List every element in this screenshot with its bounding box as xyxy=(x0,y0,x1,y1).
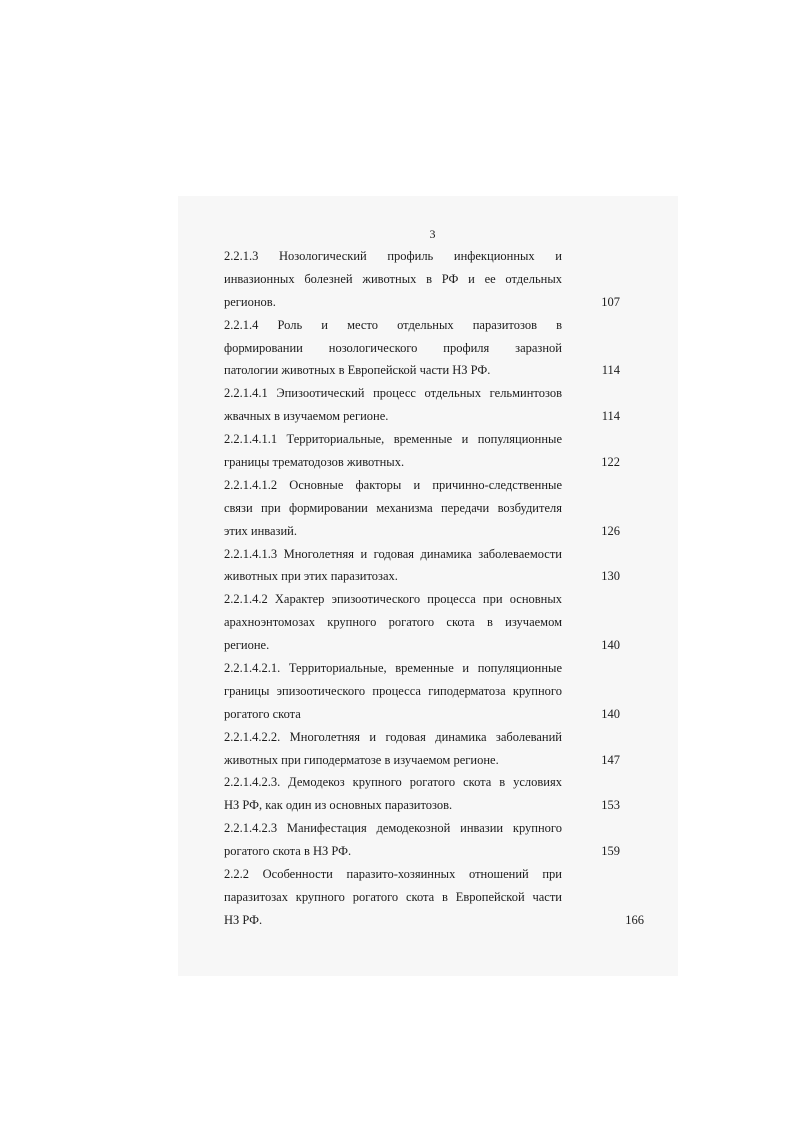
toc-entry xyxy=(224,817,624,863)
toc-entry-text-line: границы эпизоотического процесса гиподерматоза крупного xyxy=(224,683,562,698)
toc-entry-text-line: НЗ РФ, как один из основных паразитозов. xyxy=(224,798,453,813)
toc-entry-page: 140 xyxy=(601,706,620,721)
toc-entry-text-line: регионе. xyxy=(224,638,270,653)
toc-entry xyxy=(224,726,624,772)
toc-entry-page: 140 xyxy=(601,638,620,653)
toc-entry-text-line: 2.2.2 Особенности паразито-хозяинных отношений при xyxy=(224,867,562,882)
toc-entry-text-line: рогатого скота в НЗ РФ. xyxy=(224,844,352,859)
toc-entry xyxy=(224,474,624,543)
toc-entry-text-line: 2.2.1.4.1.2 Основные факторы и причинно-следственные xyxy=(224,477,562,492)
toc-entry xyxy=(224,657,624,726)
toc-entry-page: 166 xyxy=(625,912,644,927)
toc-entry-text-line: 2.2.1.3 Нозологический профиль инфекционных и xyxy=(224,249,562,263)
toc-entry xyxy=(224,314,624,383)
toc-entry-page: 114 xyxy=(601,409,620,424)
toc-entry-page: 126 xyxy=(601,523,620,538)
toc-entry xyxy=(224,588,624,657)
toc-entry-text-line: патологии животных в Европейской части НЗ РФ. xyxy=(224,363,491,378)
toc-entry-text-line: животных при гиподерматозе в изучаемом регионе. xyxy=(224,752,499,767)
toc-entry xyxy=(224,382,624,428)
toc-entry xyxy=(224,863,644,932)
toc-entry-page: 114 xyxy=(601,363,620,378)
toc-entry-text-line: арахноэнтомозах крупного рогатого скота в изучаемом xyxy=(224,615,562,630)
toc-entry-page: 153 xyxy=(601,798,620,813)
toc-entry-text-line: 2.2.1.4 Роль и место отдельных паразитозов в xyxy=(224,317,562,332)
toc-entry-text-line: формировании нозологического профиля заразной xyxy=(224,340,562,355)
toc-entry-text-line: 2.2.1.4.1 Эпизоотический процесс отдельных гельминтозов xyxy=(224,386,562,401)
table-of-contents xyxy=(224,245,644,932)
toc-entry-text-line: 2.2.1.4.1.1 Территориальные, временные и популяционные xyxy=(224,432,562,447)
toc-entry-text-line: инвазионных болезней животных в РФ и ее отдельных xyxy=(224,271,562,286)
page-number: 3 xyxy=(429,227,436,241)
toc-entry-page: 130 xyxy=(601,569,620,584)
toc-entry-text-line: жвачных в изучаемом регионе. xyxy=(224,409,389,424)
toc-entry xyxy=(224,245,624,314)
toc-entry-text-line: границы трематодозов животных. xyxy=(224,455,405,470)
toc-entry-text-line: рогатого скота xyxy=(224,706,301,721)
toc-entry-page: 107 xyxy=(601,294,620,309)
toc-entry xyxy=(224,543,624,589)
toc-entry-text-line: НЗ РФ. xyxy=(224,912,263,927)
toc-entry-text-line: 2.2.1.4.2.3 Манифестация демодекозной инвазии крупного xyxy=(224,821,562,836)
toc-entry-text-line: 2.2.1.4.2.2. Многолетняя и годовая динамика заболеваний xyxy=(224,729,562,744)
toc-entry-text-line: регионов. xyxy=(224,294,276,309)
toc-entry xyxy=(224,771,624,817)
toc-entry-text-line: 2.2.1.4.2 Характер эпизоотического процесса при основных xyxy=(224,592,562,607)
toc-entry-text-line: 2.2.1.4.2.3. Демодекоз крупного рогатого скота в условиях xyxy=(224,775,562,790)
toc-entry-page: 122 xyxy=(601,455,620,470)
toc-entry-page: 147 xyxy=(601,752,620,767)
toc-entry-page: 159 xyxy=(601,844,620,859)
toc-entry-text-line: 2.2.1.4.1.3 Многолетняя и годовая динамика заболеваемости xyxy=(224,546,562,561)
toc-entry-text-line: 2.2.1.4.2.1. Территориальные, временные и популяционные xyxy=(224,661,562,676)
toc-entry-text-line: этих инвазий. xyxy=(224,523,297,538)
toc-entry-text-line: животных при этих паразитозах. xyxy=(224,569,398,584)
toc-entry-text-line: связи при формировании механизма передачи возбудителя xyxy=(224,500,562,515)
toc-entry-text-line: паразитозах крупного рогатого скота в Европейской части xyxy=(224,889,562,904)
toc-entry xyxy=(224,428,624,474)
